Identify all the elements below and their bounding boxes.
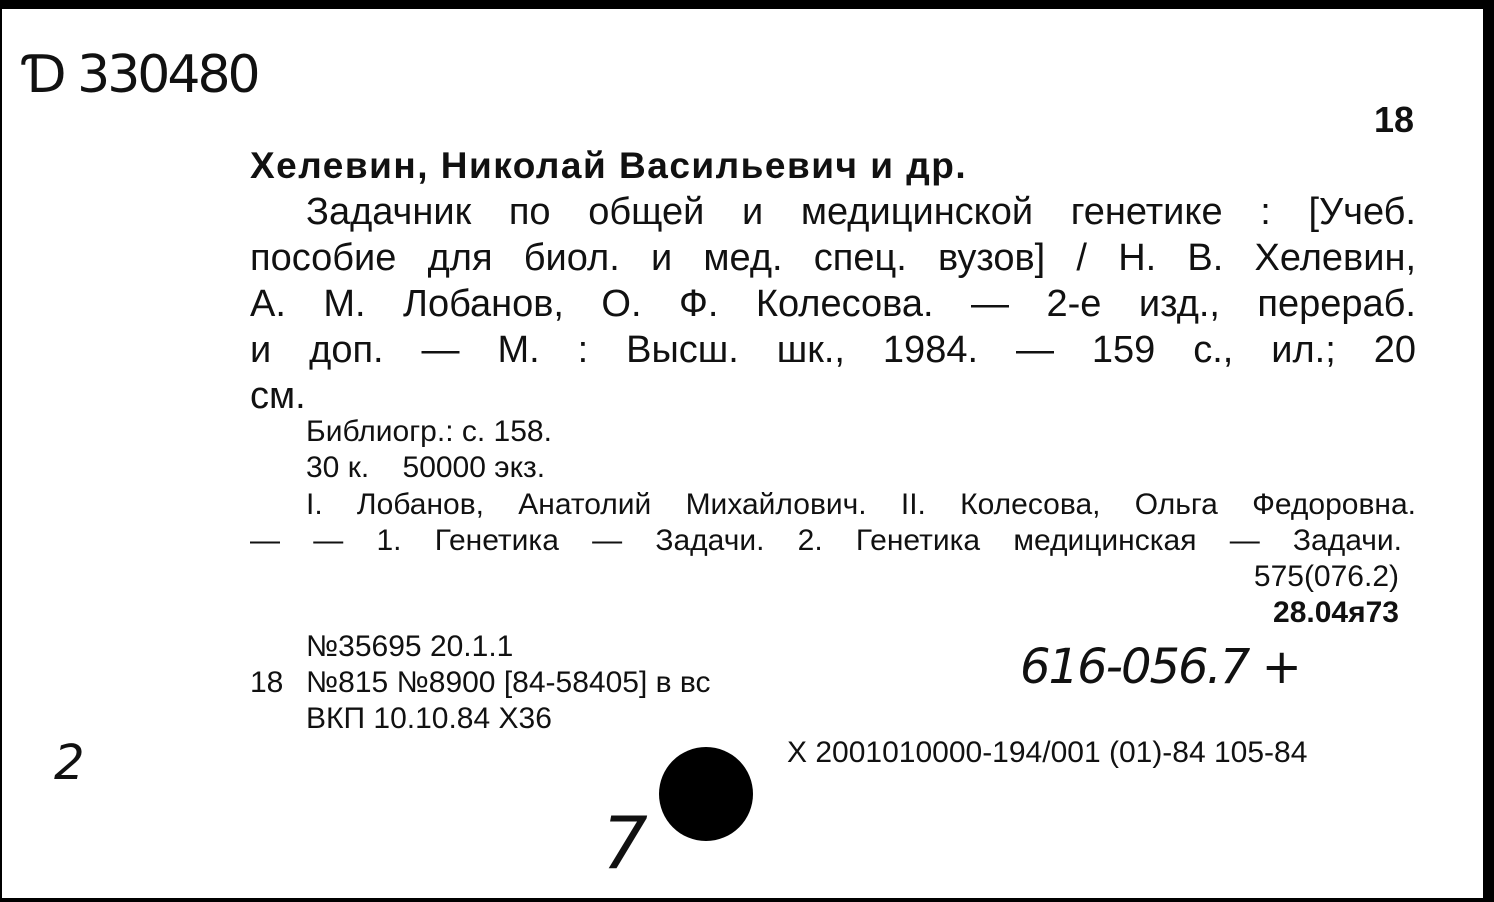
tracing-line: — — 1. Генетика — Задачи. 2. Генетика медицинская — Задачи.: [250, 524, 1402, 557]
tracing-line: I. Лобанов, Анатолий Михайлович. II. Колесова, Ольга Федоровна.: [306, 488, 1416, 521]
classification-block: [1254, 559, 1399, 631]
stamp-line: ВКП 10.10.84 Х36: [306, 702, 552, 735]
title-line: см.: [250, 375, 306, 417]
title-line: А. М. Лобанов, О. Ф. Колесова. — 2-е изд., перераб.: [250, 283, 1416, 325]
udc-index: 575(076.2): [1253, 560, 1399, 593]
stamp-line: 18 №815 №8900 [84-58405] в вс: [250, 666, 711, 699]
price-copies-note: 30 к. 50000 экз.: [306, 451, 546, 484]
printing-stamp: [250, 629, 711, 737]
tracings-block: [250, 487, 1416, 559]
title-line: и доп. — М. : Высш. шк., 1984. — 159 с., ил.; 20: [250, 329, 1416, 371]
corner-number: 18: [1374, 99, 1415, 140]
inventory-number: Ɗ 330480: [24, 45, 258, 105]
handwritten-seven: 7: [602, 801, 648, 885]
punch-hole: [659, 747, 753, 841]
handwritten-number: 2: [54, 735, 85, 791]
title-block: [250, 189, 1416, 419]
title-line: пособие для биол. и мед. спец. вузов] / Н. В. Хелевин,: [250, 237, 1416, 279]
notes-block: [306, 414, 552, 486]
author-heading: Хелевин, Николай Васильевич и др.: [250, 145, 968, 186]
title-line: Задачник по общей и медицинской генетике : [Учеб.: [306, 191, 1416, 233]
stamp-line: №35695 20.1.1: [306, 630, 514, 663]
isbn-line: Х 2001010000-194/001 (01)-84 105-84: [787, 736, 1308, 769]
handwritten-call-number: 616-056.7 +: [1020, 639, 1300, 695]
bibliography-note: Библиогр.: с. 158.: [306, 415, 552, 448]
bbk-index: 28.04я73: [1273, 596, 1399, 629]
